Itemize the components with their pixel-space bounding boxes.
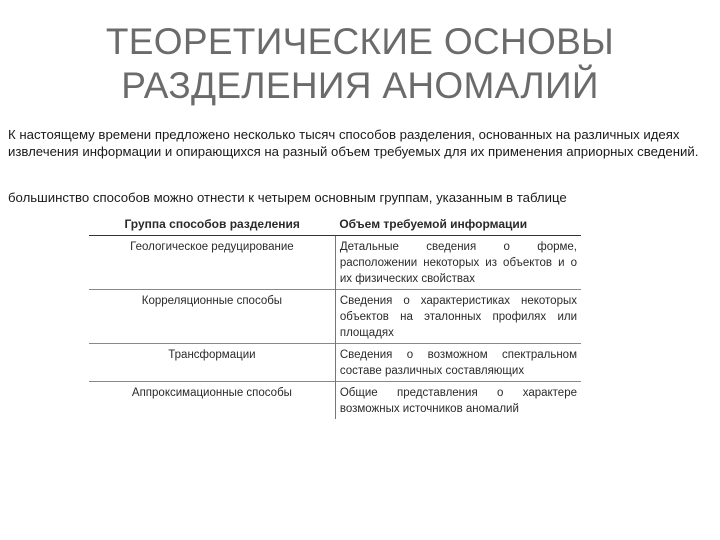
- info-cell: Детальные сведения о форме, расположении некоторых из объектов и о их физических свойствах: [339, 241, 577, 285]
- method-cell: Геологическое редуцирование: [89, 236, 335, 290]
- method-cell: Корреляционные способы: [89, 290, 335, 344]
- slide-title: [60, 20, 660, 108]
- table-header-row: [89, 214, 581, 236]
- table-row: [89, 344, 581, 382]
- header-method-group: Группа способов разделения: [89, 214, 335, 236]
- table-lead-paragraph: большинство способов можно отнести к четырем основным группам, указанным в таблице: [8, 190, 567, 205]
- table-row: [89, 382, 581, 420]
- separation-methods-table: [89, 214, 581, 419]
- table-row: [89, 290, 581, 344]
- info-cell: Сведения о характеристиках некоторых объектов на эталонных профилях или площадях: [335, 290, 581, 344]
- slide-title-line-2: РАЗДЕЛЕНИЯ АНОМАЛИЙ: [121, 65, 599, 106]
- method-cell: Аппроксимационные способы: [89, 382, 335, 420]
- header-required-info: Объем требуемой информации: [335, 214, 581, 236]
- table-row: [89, 236, 581, 290]
- slide-title-line-1: ТЕОРЕТИЧЕСКИЕ ОСНОВЫ: [105, 21, 615, 62]
- info-cell: Сведения о возможном спектральном составе различных составляющих: [335, 344, 581, 382]
- info-cell: Общие представления о характере возможных источников аномалий: [335, 382, 581, 420]
- method-cell: Трансформации: [89, 344, 335, 382]
- intro-paragraph: К настоящему времени предложено несколько тысяч способов разделения, основанных на различных идеях извлечения информации и опирающихся на разный объем требуемых для их применения априорных сведений.: [8, 127, 699, 159]
